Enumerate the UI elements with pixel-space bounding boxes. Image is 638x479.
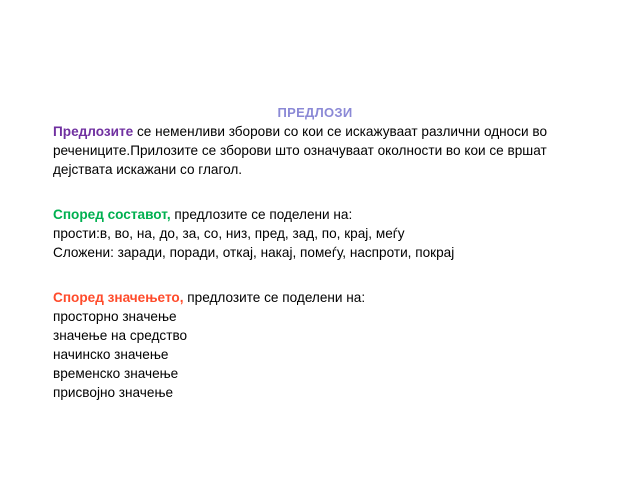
- meaning-item: присвојно значење: [53, 385, 174, 400]
- meaning-item: просторно значење: [53, 309, 177, 324]
- composition-heading-text: предлозите се поделени на:: [170, 207, 353, 222]
- simple-prepositions: прости:в, во, на, до, за, со, низ, пред, зад, по, крај, меѓу: [53, 226, 405, 241]
- complex-prepositions: Сложени: заради, поради, откај, накај, помеѓу, наспроти, покрај: [53, 245, 455, 260]
- intro-term: Предлозите: [53, 124, 134, 139]
- meaning-item: начинско значење: [53, 347, 169, 362]
- intro-line-2: речениците.Прилозите се зборови што означуваат околности во кои се вршат: [53, 143, 547, 158]
- intro-line-1-text: се неменливи зборови со кои се искажуваат различни односи во: [133, 124, 548, 139]
- composition-section: [53, 205, 613, 262]
- meaning-heading-line: [53, 288, 613, 307]
- meaning-item: значење на средство: [53, 328, 188, 343]
- intro-line-3: дејствата искажани со глагол.: [53, 162, 243, 177]
- intro-paragraph: [53, 122, 613, 179]
- slide-title: ПРЕДЛОЗИ: [277, 105, 353, 120]
- meaning-section: [53, 288, 613, 402]
- meaning-item: временско значење: [53, 366, 179, 381]
- composition-heading: Според составот,: [53, 207, 171, 222]
- intro-line-1: [53, 122, 613, 141]
- meaning-heading-text: предлозите се поделени на:: [183, 290, 366, 305]
- composition-heading-line: [53, 205, 613, 224]
- meaning-heading: Според значењето,: [53, 290, 184, 305]
